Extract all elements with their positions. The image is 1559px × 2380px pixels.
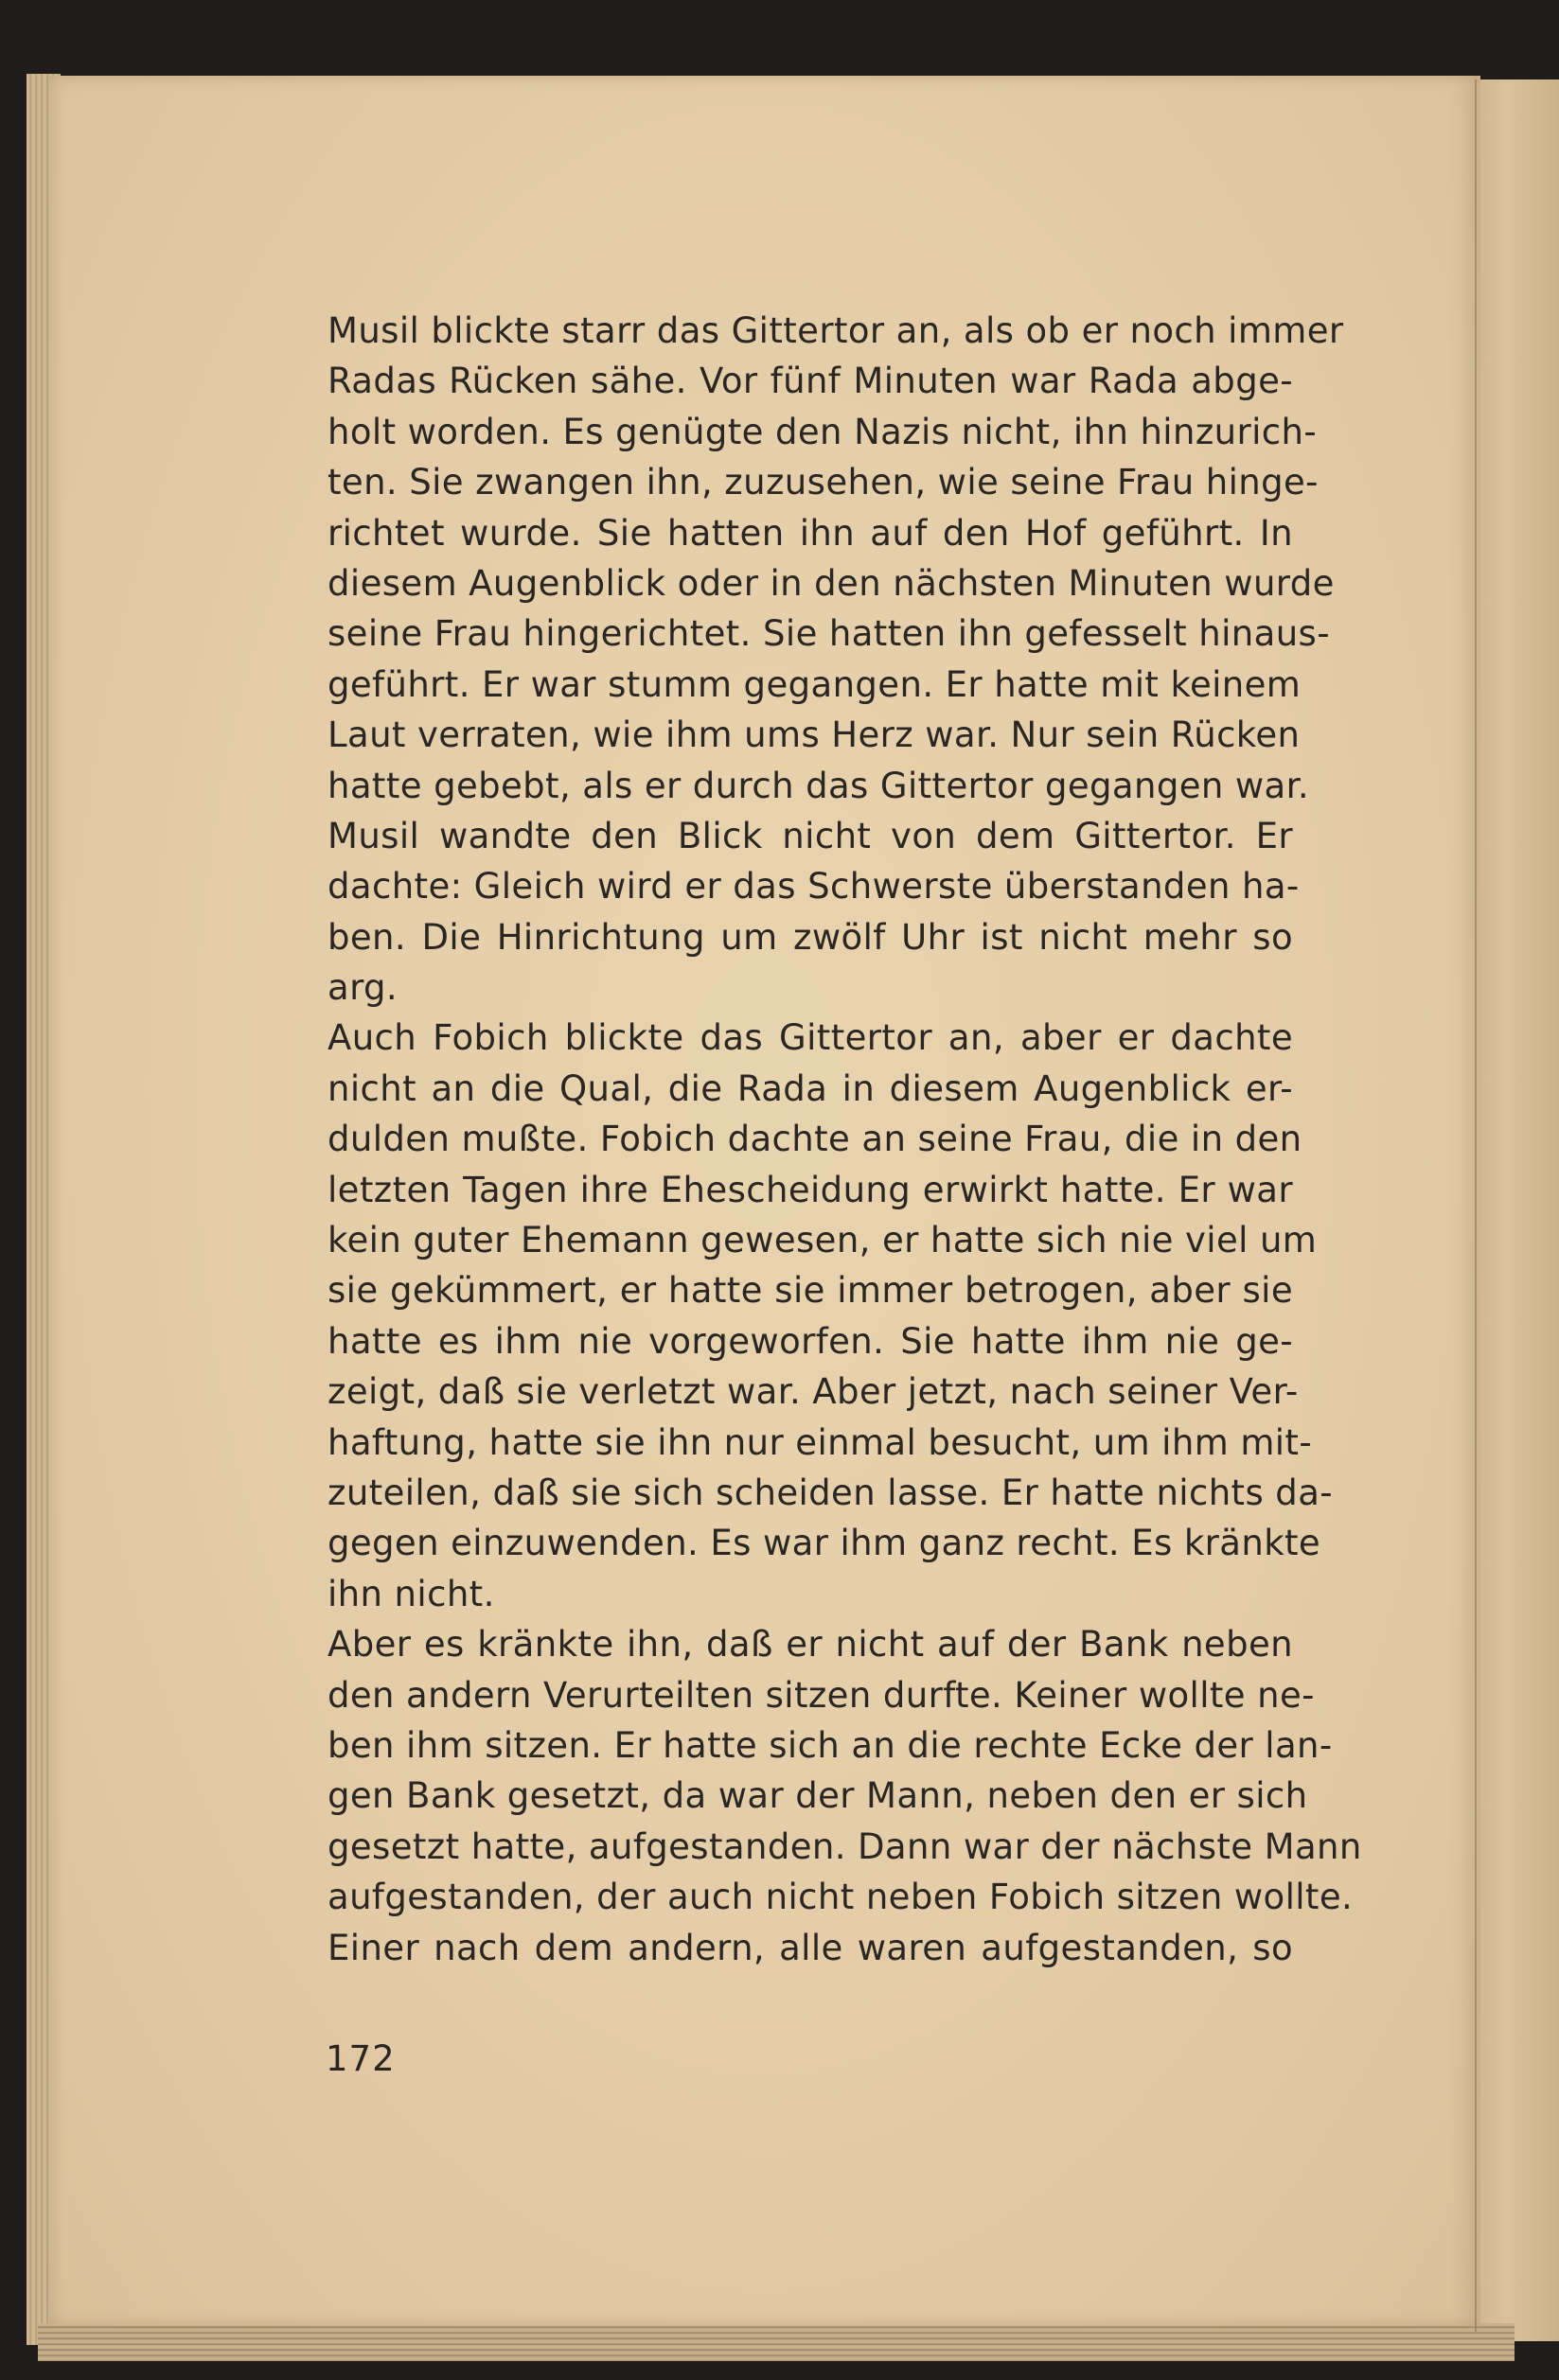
text-line: aufgestanden, der auch nicht neben Fobich sitzen wollte. xyxy=(328,1877,1354,1918)
text-line: Radas Rücken sähe. Vor fünf Minuten war Rada abge- xyxy=(328,361,1293,402)
text-line: richtet wurde. Sie hatten ihn auf den Hof geführt. In xyxy=(328,512,1293,554)
text-line: Laut verraten, wie ihm ums Herz war. Nur sein Rücken xyxy=(328,714,1301,756)
text-line: gesetzt hatte, aufgestanden. Dann war der nächste Mann xyxy=(328,1825,1362,1867)
text-line: seine Frau hingerichtet. Sie hatten ihn gefesselt hinaus- xyxy=(328,613,1330,655)
text-line: gegen einzuwenden. Es war ihm ganz recht. Es kränkte xyxy=(328,1523,1321,1564)
text-line: dachte: Gleich wird er das Schwerste überstanden ha- xyxy=(328,866,1300,908)
text-line: Auch Fobich blickte das Gittertor an, aber er dachte xyxy=(328,1017,1293,1059)
body-text xyxy=(328,306,1362,1973)
text-line: ten. Sie zwangen ihn, zuzusehen, wie seine Frau hinge- xyxy=(328,462,1319,503)
text-line: Einer nach dem andern, alle waren aufgestanden, so xyxy=(328,1927,1293,1968)
text-line: Aber es kränkte ihn, daß er nicht auf der Bank neben xyxy=(328,1624,1293,1666)
text-line: den andern Verurteilten sitzen durfte. Keiner wollte ne- xyxy=(328,1674,1315,1716)
text-line: Musil blickte starr das Gittertor an, als ob er noch immer xyxy=(328,310,1344,351)
text-line: hatte es ihm nie vorgeworfen. Sie hatte ihm nie ge- xyxy=(328,1320,1293,1362)
text-line: gen Bank gesetzt, da war der Mann, neben den er sich xyxy=(328,1775,1308,1817)
text-line: Musil wandte den Blick nicht von dem Gittertor. Er xyxy=(328,815,1293,856)
text-line: dulden mußte. Fobich dachte an seine Frau, die in den xyxy=(328,1119,1302,1160)
text-line: haftung, hatte sie ihn nur einmal besucht, um ihm mit- xyxy=(328,1421,1313,1463)
text-line: letzten Tagen ihre Ehescheidung erwirkt hatte. Er war xyxy=(328,1169,1293,1210)
text-line: hatte gebebt, als er durch das Gittertor gegangen war. xyxy=(328,765,1309,806)
text-line: zeigt, daß sie verletzt war. Aber jetzt, nach seiner Ver- xyxy=(328,1371,1299,1413)
text-line: holt worden. Es genügte den Nazis nicht, ihn hinzurich- xyxy=(328,411,1318,452)
text-line: ben. Die Hinrichtung um zwölf Uhr ist nicht mehr so xyxy=(328,916,1293,958)
page-number: 172 xyxy=(326,2038,396,2079)
book-edge-right xyxy=(1472,79,1559,2341)
text-line: kein guter Ehemann gewesen, er hatte sich nie viel um xyxy=(328,1220,1318,1261)
text-line: sie gekümmert, er hatte sie immer betrogen, aber sie xyxy=(328,1270,1293,1312)
page-gutter xyxy=(1475,79,1477,2332)
text-line: arg. xyxy=(328,967,399,1009)
text-line: geführt. Er war stumm gegangen. Er hatte mit keinem xyxy=(328,663,1302,705)
text-line: zuteilen, daß sie sich scheiden lasse. Er hatte nichts da- xyxy=(328,1472,1334,1513)
text-line: ihn nicht. xyxy=(328,1573,495,1614)
text-line: nicht an die Qual, die Rada in diesem Augenblick er- xyxy=(328,1067,1293,1109)
text-line: diesem Augenblick oder in den nächsten Minuten wurde xyxy=(328,562,1335,604)
book-edge-bottom xyxy=(38,2323,1515,2361)
text-line: ben ihm sitzen. Er hatte sich an die rechte Ecke der lan- xyxy=(328,1724,1333,1766)
